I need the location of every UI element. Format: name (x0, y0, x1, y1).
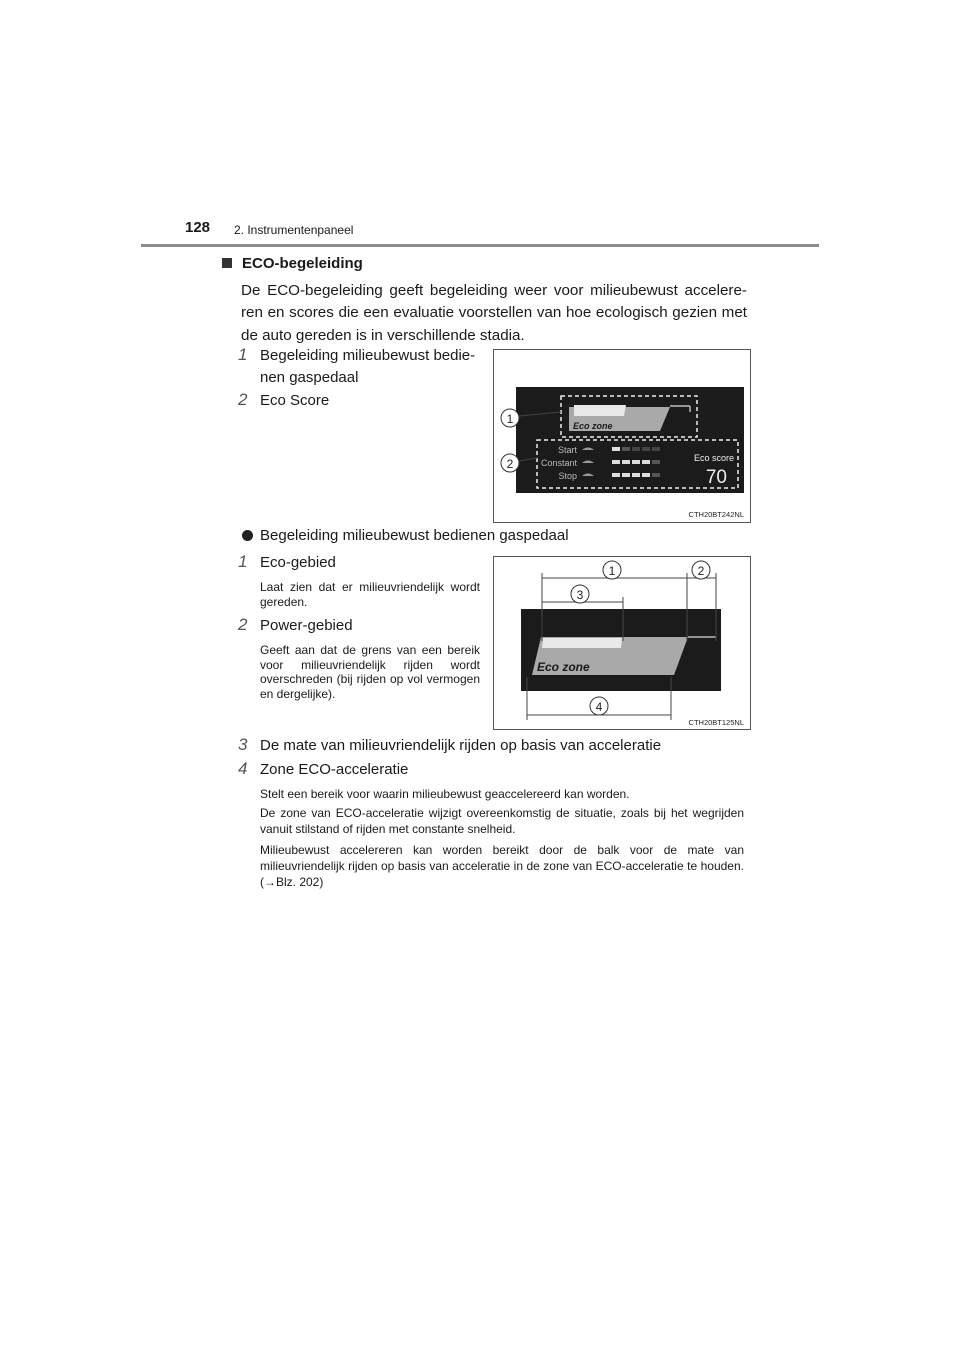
eco-display-illustration (494, 350, 750, 522)
chapter-title: 2. Instrumentenpaneel (234, 223, 354, 237)
row-label-start: Start (557, 445, 577, 455)
item-number: 3 (238, 735, 248, 754)
heading-square-icon (222, 258, 232, 268)
eco-level-bar (574, 405, 626, 416)
bullet-icon (242, 530, 253, 541)
eco-level-bar (542, 638, 622, 648)
item-number: 1 (238, 345, 248, 364)
item-label: Power-gebied (260, 617, 353, 634)
eco-zone-label: Eco zone (537, 660, 590, 674)
figure-code: CTH20BT125NL (688, 718, 744, 727)
callout-number: 1 (506, 412, 514, 426)
item-number: 2 (238, 390, 248, 409)
callout-number: 4 (595, 700, 603, 714)
item-label: Begeleiding milieubewust bedie- nen gaspedaal (260, 347, 476, 386)
eco-zone-label: Eco zone (573, 421, 613, 431)
eco-score-value: 70 (705, 467, 727, 488)
note-paragraph: De zone van ECO-acceleratie wijzigt overeenkomstig de situatie, zoals bij het wegrijden vanuit stilstand of rijden met constante snelheid. (260, 806, 744, 836)
row-label-stop: Stop (558, 471, 577, 481)
note-paragraph: Milieubewust accelereren kan worden bereikt door de balk voor de mate van milieuvriendelijk rijden op basis van acceleratie in de zone van ECO-acceleratie te houden. (→Blz. 202) (260, 843, 744, 889)
item-label: Eco Score (260, 392, 330, 409)
callout-number: 3 (576, 588, 584, 602)
row-label-constant: Constant (540, 458, 577, 468)
intro-paragraph: De ECO-begeleiding geeft begeleiding weer voor milieubewust accelere- ren en scores die een evaluatie voorstellen van hoe ecologisch gezien met de auto gereden is in verschillende stadia. (241, 282, 747, 344)
callout-number: 2 (506, 457, 514, 471)
item-number: 4 (238, 759, 248, 778)
eco-zone-illustration (494, 557, 750, 729)
callout-number: 2 (697, 564, 705, 578)
callout-number: 1 (608, 564, 616, 578)
eco-zone-figure (493, 556, 751, 730)
note-paragraph: Stelt een bereik voor waarin milieubewust geaccelereerd kan worden. (260, 787, 630, 801)
eco-guidance-figure (493, 349, 751, 523)
eco-score-label: Eco score (693, 453, 734, 463)
section-title: ECO-begeleiding (242, 255, 363, 272)
figure-code: CTH20BT242NL (688, 510, 744, 519)
item-label: De mate van milieuvriendelijk rijden op basis van acceleratie (260, 737, 662, 754)
item-number: 2 (238, 615, 248, 634)
page-number: 128 (185, 219, 211, 236)
item-description: Laat zien dat er milieuvriendelijk wordt gereden. (260, 580, 480, 609)
item-label: Zone ECO-acceleratie (260, 761, 409, 778)
item-number: 1 (238, 552, 248, 571)
item-description: Geeft aan dat de grens van een bereik voor milieuvriendelijk rijden wordt overschreden (bij rijden op vol vermogen en dergelijke). (260, 643, 480, 701)
item-label: Eco-gebied (260, 554, 336, 571)
subsection-title: Begeleiding milieubewust bedienen gaspedaal (260, 527, 569, 544)
header-rule (141, 244, 819, 247)
